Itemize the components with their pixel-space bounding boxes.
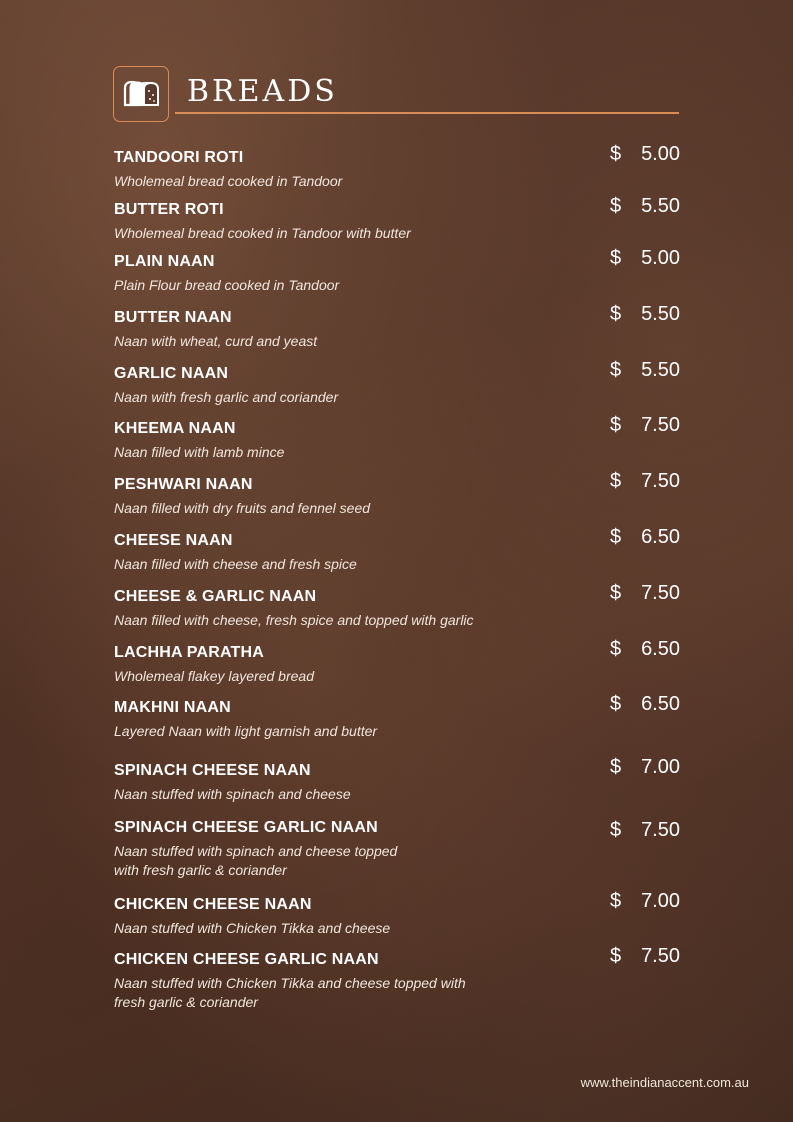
item-name: LACHHA PARATHA — [114, 644, 265, 661]
currency-symbol: $ — [610, 414, 622, 436]
item-price — [610, 302, 680, 326]
currency-symbol: $ — [610, 638, 622, 660]
menu-item — [114, 638, 680, 686]
item-price — [610, 413, 680, 437]
item-name: BUTTER ROTI — [114, 201, 224, 218]
item-name: CHICKEN CHEESE GARLIC NAAN — [114, 951, 379, 968]
item-description: Naan stuffed with Chicken Tikka and cheese topped with fresh garlic & coriander — [114, 975, 466, 1010]
menu-item — [114, 414, 680, 462]
item-name: CHICKEN CHEESE NAAN — [114, 896, 312, 913]
item-description: Naan stuffed with Chicken Tikka and cheese — [114, 920, 391, 936]
currency-symbol: $ — [610, 195, 622, 217]
item-price — [610, 818, 680, 842]
price-value: 7.50 — [641, 819, 680, 841]
price-value: 7.50 — [641, 582, 680, 604]
currency-symbol: $ — [610, 756, 622, 778]
price-value: 6.50 — [641, 526, 680, 548]
item-description: Wholemeal flakey layered bread — [114, 668, 314, 684]
item-description: Wholemeal bread cooked in Tandoor — [114, 173, 343, 189]
item-name: CHEESE & GARLIC NAAN — [114, 588, 317, 605]
item-name: SPINACH CHEESE GARLIC NAAN — [114, 819, 378, 836]
menu-item — [114, 143, 680, 191]
currency-symbol: $ — [610, 526, 622, 548]
item-name: SPINACH CHEESE NAAN — [114, 762, 311, 779]
item-name: PLAIN NAAN — [114, 253, 215, 270]
item-name: TANDOORI ROTI — [114, 149, 244, 166]
currency-symbol: $ — [610, 582, 622, 604]
item-description: Naan filled with cheese and fresh spice — [114, 556, 357, 572]
menu-item — [114, 303, 680, 351]
item-description: Naan filled with dry fruits and fennel seed — [114, 500, 371, 516]
item-price — [610, 246, 680, 270]
price-value: 5.00 — [641, 247, 680, 269]
price-value: 7.50 — [641, 414, 680, 436]
menu-item — [114, 470, 680, 518]
item-price — [610, 692, 680, 716]
price-value: 6.50 — [641, 693, 680, 715]
item-name: PESHWARI NAAN — [114, 476, 253, 493]
item-name: GARLIC NAAN — [114, 365, 229, 382]
currency-symbol: $ — [610, 303, 622, 325]
menu-item — [114, 890, 680, 938]
item-description: Naan filled with cheese, fresh spice and topped with garlic — [114, 612, 474, 628]
item-description: Naan with wheat, curd and yeast — [114, 333, 318, 349]
currency-symbol: $ — [610, 143, 622, 165]
price-value: 5.50 — [641, 359, 680, 381]
item-description: Layered Naan with light garnish and butter — [114, 723, 378, 739]
item-description: Naan stuffed with spinach and cheese — [114, 786, 351, 802]
bread-icon — [113, 66, 169, 122]
item-price — [610, 637, 680, 661]
currency-symbol: $ — [610, 945, 622, 967]
item-price — [610, 525, 680, 549]
currency-symbol: $ — [610, 819, 622, 841]
price-value: 7.50 — [641, 945, 680, 967]
item-description: Naan with fresh garlic and coriander — [114, 389, 339, 405]
price-value: 5.50 — [641, 195, 680, 217]
price-value: 5.50 — [641, 303, 680, 325]
menu-item — [114, 195, 680, 243]
item-price — [610, 194, 680, 218]
item-price — [610, 889, 680, 913]
currency-symbol: $ — [610, 247, 622, 269]
website-link[interactable]: www.theindianaccent.com.au — [580, 1075, 749, 1090]
menu-item — [114, 693, 680, 741]
header-divider — [175, 112, 679, 114]
item-price — [610, 142, 680, 166]
menu-item — [114, 359, 680, 407]
price-value: 7.50 — [641, 470, 680, 492]
menu-item — [114, 945, 680, 1012]
menu-item — [114, 582, 680, 630]
item-description: Wholemeal bread cooked in Tandoor with butter — [114, 225, 411, 241]
currency-symbol: $ — [610, 470, 622, 492]
menu-item — [114, 756, 680, 804]
item-name: BUTTER NAAN — [114, 309, 232, 326]
currency-symbol: $ — [610, 359, 622, 381]
currency-symbol: $ — [610, 693, 622, 715]
menu-item — [114, 247, 680, 295]
item-price — [610, 755, 680, 779]
price-value: 7.00 — [641, 890, 680, 912]
item-description: Naan stuffed with spinach and cheese topped with fresh garlic & coriander — [114, 843, 398, 878]
currency-symbol: $ — [610, 890, 622, 912]
item-price — [610, 581, 680, 605]
item-name: MAKHNI NAAN — [114, 699, 231, 716]
section-header — [113, 66, 679, 124]
item-description: Naan filled with lamb mince — [114, 444, 285, 460]
item-description: Plain Flour bread cooked in Tandoor — [114, 277, 340, 293]
item-price — [610, 944, 680, 968]
item-price — [610, 358, 680, 382]
item-name: CHEESE NAAN — [114, 532, 233, 549]
item-name: KHEEMA NAAN — [114, 420, 236, 437]
menu-item — [114, 818, 680, 880]
price-value: 7.00 — [641, 756, 680, 778]
page-title: BREADS — [187, 74, 338, 109]
price-value: 5.00 — [641, 143, 680, 165]
item-price — [610, 469, 680, 493]
menu-item — [114, 526, 680, 574]
price-value: 6.50 — [641, 638, 680, 660]
